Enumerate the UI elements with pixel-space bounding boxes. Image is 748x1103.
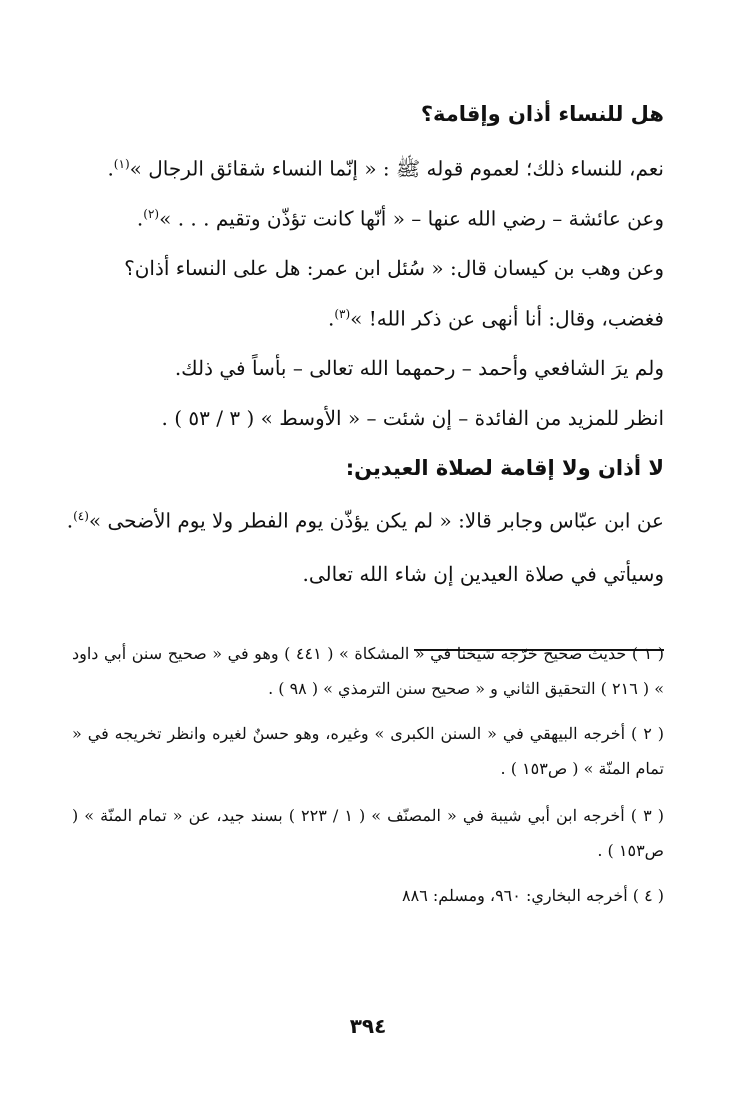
paragraph-3 — [124, 258, 664, 278]
footnote-ref: (٢) — [143, 207, 160, 221]
paragraph-text: عن ابن عبّاس وجابر قالا: « لم يكن يؤذّن يوم الفطر ولا يوم الأضحى » — [88, 508, 664, 533]
paragraph-1 — [107, 158, 664, 179]
paragraph-6 — [162, 408, 664, 428]
paragraph-text: ولم يرَ الشافعي وأحمد – رحمهما الله تعالى – بأساً في ذلك. — [174, 356, 664, 380]
paragraph-text: فغضب، وقال: أنا أنهى عن ذكر الله! » — [350, 306, 664, 331]
book-page — [66, 96, 665, 1063]
footnote-ref: (١) — [113, 157, 130, 171]
paragraph-text: وعن وهب بن كيسان قال: « سُئل ابن عمر: هل على النساء أذان؟ — [124, 256, 664, 280]
footnote-ref: (٣) — [334, 307, 351, 321]
sentence-end: . — [327, 306, 335, 331]
paragraph-text: انظر للمزيد من الفائدة – إن شئت – « الأوسط » ( ٣ / ٥٣ ) . — [161, 406, 664, 430]
paragraph-text: وسيأتي في صلاة العيدين إن شاء الله تعالى. — [302, 562, 664, 586]
paragraph-text: وعن عائشة – رضي الله عنها – « أنّها كانت تؤذّن وتقيم . . . » — [159, 206, 664, 231]
page-number: ٣٩٤ — [349, 1014, 387, 1038]
footnote-4: ( ٤ ) أخرجه البخاري: ٩٦٠، ومسلم: ٨٨٦ — [402, 886, 664, 905]
section-heading-women-adhan: هل للنساء أذان وإقامة؟ — [420, 102, 664, 126]
paragraph-4 — [328, 308, 664, 329]
paragraph-2 — [137, 208, 664, 229]
section-heading-eid: لا أذان ولا إقامة لصلاة العيدين: — [345, 456, 664, 480]
footnote-1: ( ١ ) حديث صحيح خرّجه شيخنا في « المشكاة » ( ٤٤١ ) وهو في « صحيح سنن أبي داود » ( ٢١٦ ) التحقيق الثاني و « صحيح سنن الترمذي » ( ٩٨ ) . — [72, 644, 665, 698]
paragraph-8 — [303, 564, 664, 584]
sentence-end: . — [66, 508, 74, 533]
paragraph-5 — [175, 358, 664, 378]
footnote-2: ( ٢ ) أخرجه البيهقي في « السنن الكبرى » وغيره، وهو حسنٌ لغيره وانظر تخريجه في « تمام المنّة » ( ص١٥٣ ) . — [72, 724, 664, 778]
sentence-end: . — [136, 206, 144, 231]
sentence-end: . — [107, 156, 114, 181]
footnote-3: ( ٣ ) أخرجه ابن أبي شيبة في « المصنّف » ( ١ / ٢٢٣ ) بسند جيد، عن « تمام المنّة » ( ص١٥٣ ) . — [72, 806, 664, 860]
paragraph-text: نعم، للنساء ذلك؛ لعموم قوله ﷺ : « إنّما النساء شقائق الرجال » — [129, 156, 664, 181]
paragraph-7 — [67, 510, 664, 531]
footnote-ref: (٤) — [73, 509, 89, 523]
